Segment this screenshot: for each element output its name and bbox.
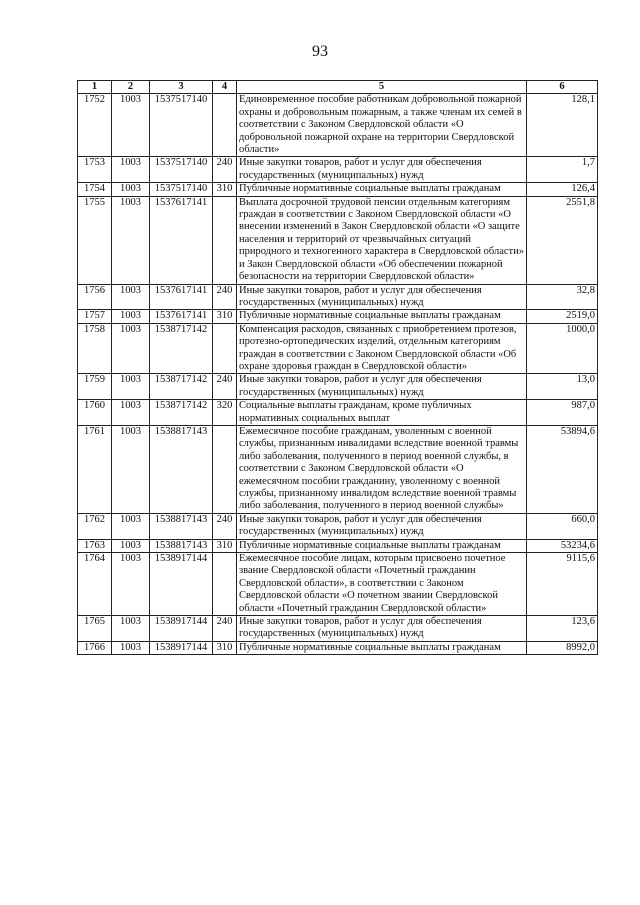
table-row bbox=[78, 374, 598, 400]
expense-type-cell bbox=[213, 323, 237, 374]
target-article-cell: 1538817143 bbox=[150, 425, 213, 513]
expense-type-cell bbox=[213, 553, 237, 616]
description-cell: Публичные нормативные социальные выплаты гражданам bbox=[237, 183, 527, 196]
description-cell: Выплата досрочной трудовой пенсии отдельным категориям граждан в соответствии с Законом Свердловской области «О внесении изменений в Закон Свердловской области «О защите населения и территорий от чрезвычайных ситуаций природного и техногенного характера в Свердловской области» и Закон Свердловской области «Об обеспечении пожарной безопасности на территории Свердловской области» bbox=[237, 196, 527, 284]
description-cell: Иные закупки товаров, работ и услуг для обеспечения государственных (муниципальных) нужд bbox=[237, 616, 527, 642]
target-article-cell: 1538917144 bbox=[150, 553, 213, 616]
description-cell: Иные закупки товаров, работ и услуг для обеспечения государственных (муниципальных) нужд bbox=[237, 374, 527, 400]
target-article-cell: 1538917144 bbox=[150, 616, 213, 642]
description-cell: Иные закупки товаров, работ и услуг для обеспечения государственных (муниципальных) нужд bbox=[237, 513, 527, 539]
expense-type-cell: 240 bbox=[213, 616, 237, 642]
page-number: 93 bbox=[312, 43, 328, 60]
table-header bbox=[78, 81, 598, 94]
amount-cell: 53894,6 bbox=[527, 425, 598, 513]
table-row bbox=[78, 616, 598, 642]
expense-type-cell: 310 bbox=[213, 641, 237, 654]
section-code-cell: 1003 bbox=[112, 616, 150, 642]
target-article-cell: 1538717142 bbox=[150, 374, 213, 400]
description-cell: Социальные выплаты гражданам, кроме публичных нормативных социальных выплат bbox=[237, 400, 527, 426]
budget-table bbox=[77, 80, 598, 655]
row-number-cell: 1760 bbox=[78, 400, 112, 426]
expense-type-cell: 240 bbox=[213, 374, 237, 400]
amount-cell: 1,7 bbox=[527, 157, 598, 183]
row-number-cell: 1757 bbox=[78, 310, 112, 323]
table-row bbox=[78, 513, 598, 539]
amount-cell: 8992,0 bbox=[527, 641, 598, 654]
row-number-cell: 1762 bbox=[78, 513, 112, 539]
description-cell: Иные закупки товаров, работ и услуг для обеспечения государственных (муниципальных) нужд bbox=[237, 284, 527, 310]
amount-cell: 128,1 bbox=[527, 94, 598, 157]
table-body bbox=[78, 94, 598, 655]
section-code-cell: 1003 bbox=[112, 196, 150, 284]
section-code-cell: 1003 bbox=[112, 323, 150, 374]
expense-type-cell bbox=[213, 94, 237, 157]
target-article-cell: 1538817143 bbox=[150, 539, 213, 552]
expense-type-cell: 310 bbox=[213, 310, 237, 323]
target-article-cell: 1537617141 bbox=[150, 196, 213, 284]
table-row bbox=[78, 196, 598, 284]
amount-cell: 53234,6 bbox=[527, 539, 598, 552]
amount-cell: 32,8 bbox=[527, 284, 598, 310]
row-number-cell: 1752 bbox=[78, 94, 112, 157]
amount-cell: 9115,6 bbox=[527, 553, 598, 616]
header-col-6: 6 bbox=[527, 81, 598, 94]
expense-type-cell: 240 bbox=[213, 513, 237, 539]
row-number-cell: 1759 bbox=[78, 374, 112, 400]
amount-cell: 13,0 bbox=[527, 374, 598, 400]
section-code-cell: 1003 bbox=[112, 374, 150, 400]
table-row bbox=[78, 94, 598, 157]
target-article-cell: 1537517140 bbox=[150, 94, 213, 157]
row-number-cell: 1761 bbox=[78, 425, 112, 513]
section-code-cell: 1003 bbox=[112, 94, 150, 157]
description-cell: Публичные нормативные социальные выплаты гражданам bbox=[237, 539, 527, 552]
amount-cell: 2551,8 bbox=[527, 196, 598, 284]
section-code-cell: 1003 bbox=[112, 284, 150, 310]
table-row bbox=[78, 553, 598, 616]
target-article-cell: 1538917144 bbox=[150, 641, 213, 654]
amount-cell: 987,0 bbox=[527, 400, 598, 426]
target-article-cell: 1537617141 bbox=[150, 310, 213, 323]
row-number-cell: 1765 bbox=[78, 616, 112, 642]
section-code-cell: 1003 bbox=[112, 641, 150, 654]
row-number-cell: 1753 bbox=[78, 157, 112, 183]
header-col-4: 4 bbox=[213, 81, 237, 94]
expense-type-cell bbox=[213, 196, 237, 284]
expense-type-cell: 320 bbox=[213, 400, 237, 426]
table-row bbox=[78, 310, 598, 323]
header-col-1: 1 bbox=[78, 81, 112, 94]
expense-type-cell: 240 bbox=[213, 284, 237, 310]
target-article-cell: 1537617141 bbox=[150, 284, 213, 310]
description-cell: Компенсация расходов, связанных с приобретением протезов, протезно-ортопедических изделий, отдельным категориям граждан в соответствии с Законом Свердловской области «Об охране здоровья граждан в Свердловской области» bbox=[237, 323, 527, 374]
row-number-cell: 1758 bbox=[78, 323, 112, 374]
section-code-cell: 1003 bbox=[112, 400, 150, 426]
table-row bbox=[78, 284, 598, 310]
description-cell: Иные закупки товаров, работ и услуг для обеспечения государственных (муниципальных) нужд bbox=[237, 157, 527, 183]
target-article-cell: 1538717142 bbox=[150, 400, 213, 426]
description-cell: Публичные нормативные социальные выплаты гражданам bbox=[237, 641, 527, 654]
expense-type-cell: 310 bbox=[213, 539, 237, 552]
amount-cell: 123,6 bbox=[527, 616, 598, 642]
expense-type-cell: 310 bbox=[213, 183, 237, 196]
description-cell: Публичные нормативные социальные выплаты гражданам bbox=[237, 310, 527, 323]
section-code-cell: 1003 bbox=[112, 513, 150, 539]
description-cell: Единовременное пособие работникам добровольной пожарной охраны и добровольным пожарным, а также членам их семей в соответствии с Законом Свердловской области «О добровольной пожарной охране на территории Свердловской области» bbox=[237, 94, 527, 157]
target-article-cell: 1538717142 bbox=[150, 323, 213, 374]
section-code-cell: 1003 bbox=[112, 310, 150, 323]
amount-cell: 126,4 bbox=[527, 183, 598, 196]
row-number-cell: 1755 bbox=[78, 196, 112, 284]
expense-type-cell bbox=[213, 425, 237, 513]
section-code-cell: 1003 bbox=[112, 553, 150, 616]
header-col-3: 3 bbox=[150, 81, 213, 94]
amount-cell: 2519,0 bbox=[527, 310, 598, 323]
row-number-cell: 1764 bbox=[78, 553, 112, 616]
table-row bbox=[78, 183, 598, 196]
row-number-cell: 1766 bbox=[78, 641, 112, 654]
row-number-cell: 1763 bbox=[78, 539, 112, 552]
header-col-5: 5 bbox=[237, 81, 527, 94]
description-cell: Ежемесячное пособие лицам, которым присвоено почетное звание Свердловской области «Почетный гражданин Свердловской области», в соответствии с Законом Свердловской области «О почетном звании Свердловской области «Почетный гражданин Свердловской области» bbox=[237, 553, 527, 616]
table-row bbox=[78, 539, 598, 552]
target-article-cell: 1537517140 bbox=[150, 157, 213, 183]
header-row bbox=[78, 81, 598, 94]
amount-cell: 660,0 bbox=[527, 513, 598, 539]
description-cell: Ежемесячное пособие гражданам, уволенным с военной службы, признанным инвалидами вследствие военной травмы либо заболевания, полученного в период военной службы, в соответствии с Законом Свердловской области «О ежемесячном пособии гражданину, уволенному с военной службы, признанному инвалидом вследствие военной травмы либо заболевания, полученного в период военной службы» bbox=[237, 425, 527, 513]
section-code-cell: 1003 bbox=[112, 425, 150, 513]
table-row bbox=[78, 641, 598, 654]
row-number-cell: 1756 bbox=[78, 284, 112, 310]
amount-cell: 1000,0 bbox=[527, 323, 598, 374]
section-code-cell: 1003 bbox=[112, 539, 150, 552]
section-code-cell: 1003 bbox=[112, 183, 150, 196]
section-code-cell: 1003 bbox=[112, 157, 150, 183]
table-row bbox=[78, 323, 598, 374]
table-row bbox=[78, 400, 598, 426]
row-number-cell: 1754 bbox=[78, 183, 112, 196]
expense-type-cell: 240 bbox=[213, 157, 237, 183]
target-article-cell: 1537517140 bbox=[150, 183, 213, 196]
table-row bbox=[78, 425, 598, 513]
target-article-cell: 1538817143 bbox=[150, 513, 213, 539]
table-row bbox=[78, 157, 598, 183]
header-col-2: 2 bbox=[112, 81, 150, 94]
